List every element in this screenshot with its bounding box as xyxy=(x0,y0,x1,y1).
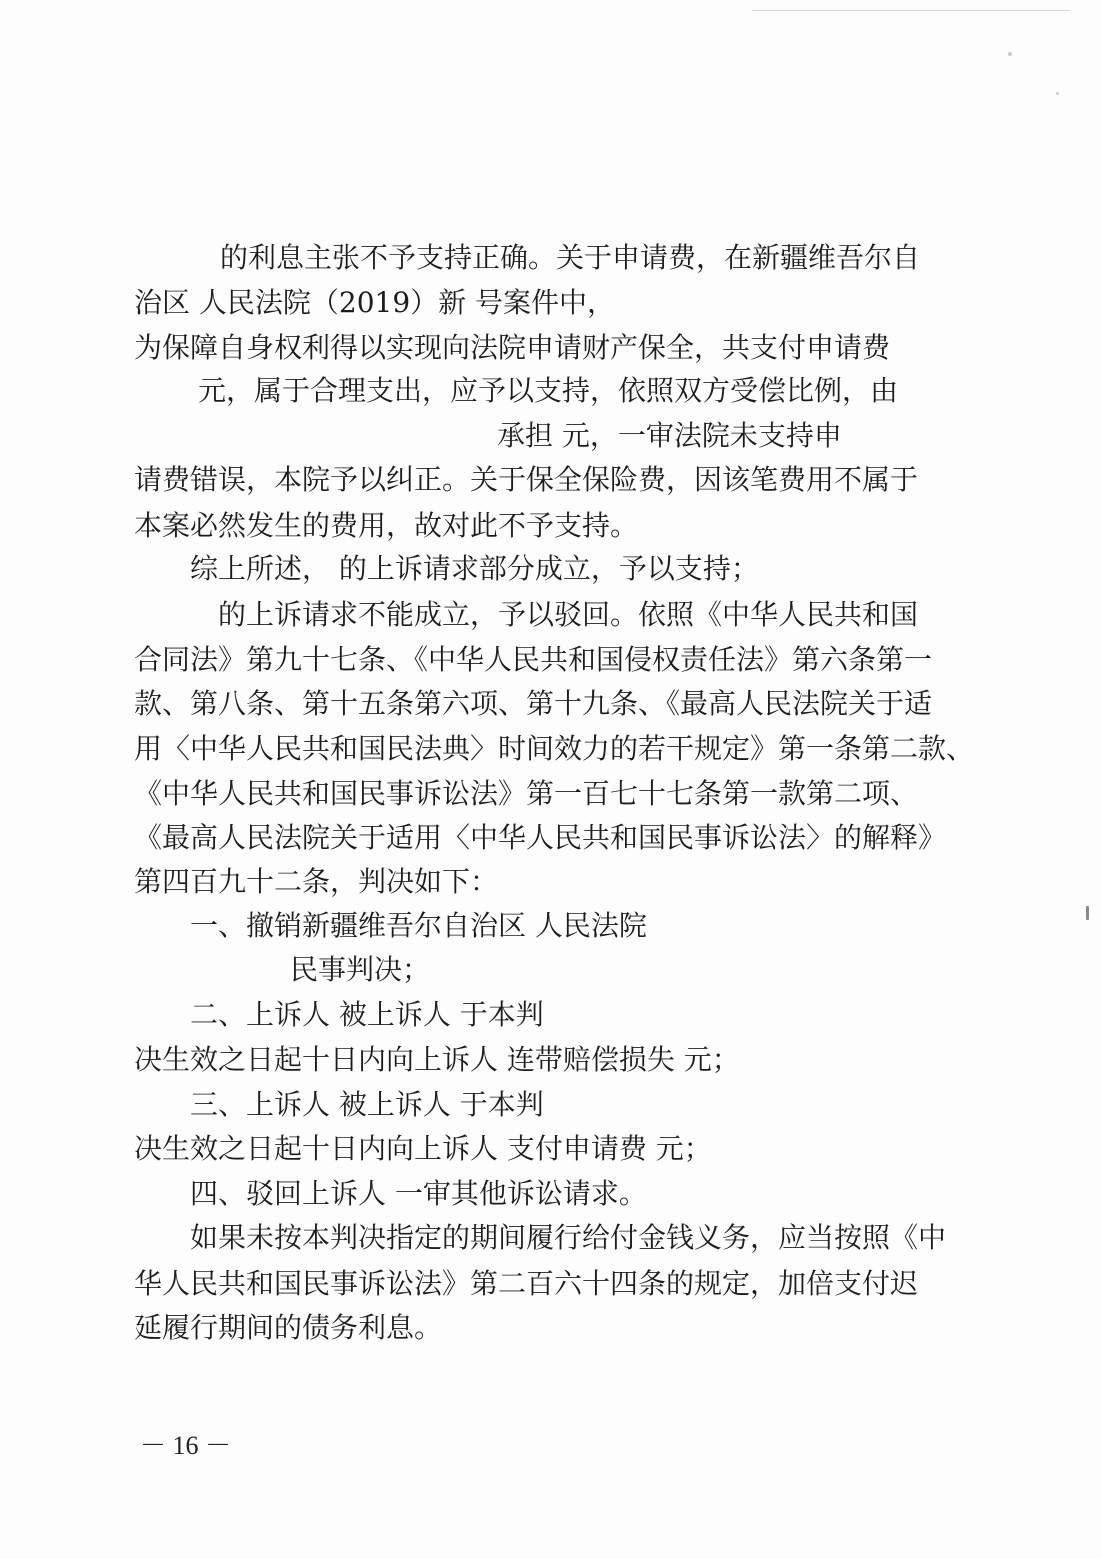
text-line: 决生效之日起十日内向上诉人 连带赔偿损失 元； xyxy=(134,1043,740,1076)
text-line: 合同法》第九十七条、《中华人民共和国侵权责任法》第六条第一 xyxy=(134,643,933,676)
text-line: 决生效之日起十日内向上诉人 支付申请费 元； xyxy=(134,1132,712,1165)
text-line: 延履行期间的债务利息。 xyxy=(134,1311,443,1344)
text-line: 的利息主张不予支持正确。关于申请费，在新疆维吾尔自 xyxy=(220,241,921,274)
text-line: 《最高人民法院关于适用〈中华人民共和国民事诉讼法〉的解释》 xyxy=(134,821,947,854)
scan-speck xyxy=(1008,52,1012,56)
text-line: 款、第八条、第十五条第六项、第十九条、《最高人民法院关于适 xyxy=(134,687,933,720)
text-line: 为保障自身权利得以实现向法院申请财产保全，共支付申请费 xyxy=(134,331,891,364)
text-line: 承担 元，一审法院未支持申 xyxy=(497,419,842,452)
text-line: 三、上诉人 被上诉人 于本判 xyxy=(190,1088,544,1121)
text-line: 治区 人民法院（2019）新 号案件中， xyxy=(134,286,616,319)
text-line: 民事判决； xyxy=(290,953,431,986)
text-line: 元，属于合理支出，应予以支持，依照双方受偿比例，由 xyxy=(198,374,899,407)
scan-edge-line xyxy=(752,10,1070,11)
text-line: 如果未按本判决指定的期间履行给付金钱义务，应当按照《中 xyxy=(190,1221,947,1254)
text-line: 二、上诉人 被上诉人 于本判 xyxy=(190,998,544,1031)
text-line: 第四百九十二条，判决如下： xyxy=(134,865,499,898)
text-line: 四、驳回上诉人 一审其他诉讼请求。 xyxy=(190,1177,647,1210)
text-line: 《中华人民共和国民事诉讼法》第一百七十七条第一款第二项、 xyxy=(134,777,919,810)
text-line: 请费错误，本院予以纠正。关于保全保险费，因该笔费用不属于 xyxy=(134,463,919,496)
text-line: 本案必然发生的费用，故对此不予支持。 xyxy=(134,509,639,542)
scan-speck xyxy=(1086,906,1089,920)
page-number: － 16 － xyxy=(140,1431,232,1460)
text-line: 一、撤销新疆维吾尔自治区 人民法院 xyxy=(190,909,647,942)
text-line: 用〈中华人民共和国民法典〉时间效力的若干规定》第一条第二款、 xyxy=(134,732,975,765)
scan-speck xyxy=(1056,92,1059,95)
text-line: 综上所述， 的上诉请求部分成立，予以支持； xyxy=(190,552,759,585)
text-line: 的上诉请求不能成立，予以驳回。依照《中华人民共和国 xyxy=(218,598,919,631)
text-line: 华人民共和国民事诉讼法》第二百六十四条的规定，加倍支付迟 xyxy=(134,1267,919,1300)
